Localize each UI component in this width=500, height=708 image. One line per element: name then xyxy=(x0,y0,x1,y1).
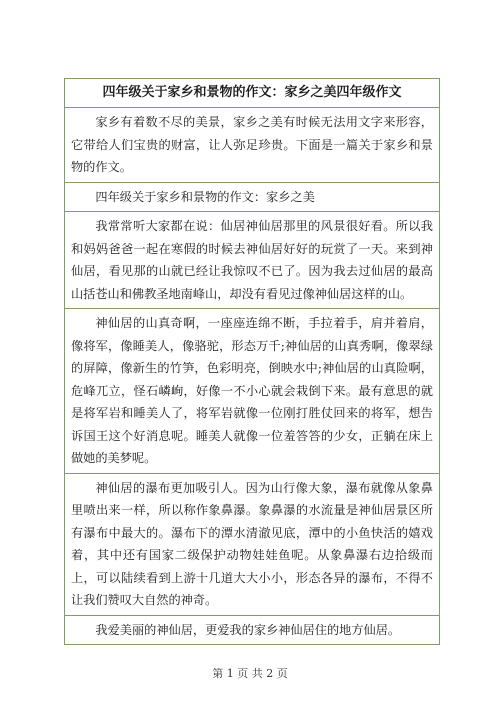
essay-subtitle: 四年级关于家乡和景物的作文：家乡之美 xyxy=(65,182,440,212)
document-title: 四年级关于家乡和景物的作文：家乡之美四年级作文 xyxy=(65,79,440,108)
paragraph-row xyxy=(65,212,440,309)
closing-paragraph: 我爱美丽的神仙居，更爱我的家乡神仙居住的地方仙居。 xyxy=(65,615,440,645)
paragraph-row xyxy=(65,615,440,645)
paragraph-row xyxy=(65,182,440,212)
intro-paragraph: 家乡有着数不尽的美景，家乡之美有时候无法用文字来形容，它带给人们宝贵的财富，让人弥足珍贵。下面是一篇关于家乡和景物的作文。 xyxy=(65,108,440,183)
paragraph-row xyxy=(65,108,440,183)
body-paragraph-1: 我常常听大家都在说：仙居神仙居那里的风景很好看。所以我和妈妈爸爸一起在寒假的时候去神仙居好好的玩赏了一天。来到神仙居，看见那的山就已经让我惊叹不已了。因为我去过仙居的最高山括苍山和佛教圣地南峰山，却没有看见过像神仙居这样的山。 xyxy=(65,212,440,309)
paragraph-row xyxy=(65,309,440,474)
paragraph-row xyxy=(65,473,440,615)
page-number: 第 1 页 共 2 页 xyxy=(212,667,288,680)
essay-table xyxy=(64,78,440,645)
title-row xyxy=(65,79,440,108)
body-paragraph-2: 神仙居的山真奇啊，一座座连绵不断，手拉着手，肩并着肩，像将军，像睡美人，像骆驼，形态万千;神仙居的山真秀啊，像翠绿的屏障，像新生的竹笋，色彩明亮，倒映水中;神仙居的山真险啊，危峰兀立，怪石嶙峋，好像一不小心就会栽倒下来。最有意思的就是将军岩和睡美人了，将军岩就像一位刚打胜仗回来的将军，想告诉国王这个好消息呢。睡美人就像一位羞答答的少女，正躺在床上做她的美梦呢。 xyxy=(65,309,440,474)
body-paragraph-3: 神仙居的瀑布更加吸引人。因为山行像大象，瀑布就像从象鼻里喷出来一样，所以称作象鼻瀑。象鼻瀑的水流量是神仙居景区所有瀑布中最大的。瀑布下的潭水清澈见底，潭中的小鱼快活的嬉戏着，其中还有国家二级保护动物娃娃鱼呢。从象鼻瀑右边拾级而上，可以陆续看到上游十几道大大小小，形态各异的瀑布，不得不让我们赞叹大自然的神奇。 xyxy=(65,473,440,615)
